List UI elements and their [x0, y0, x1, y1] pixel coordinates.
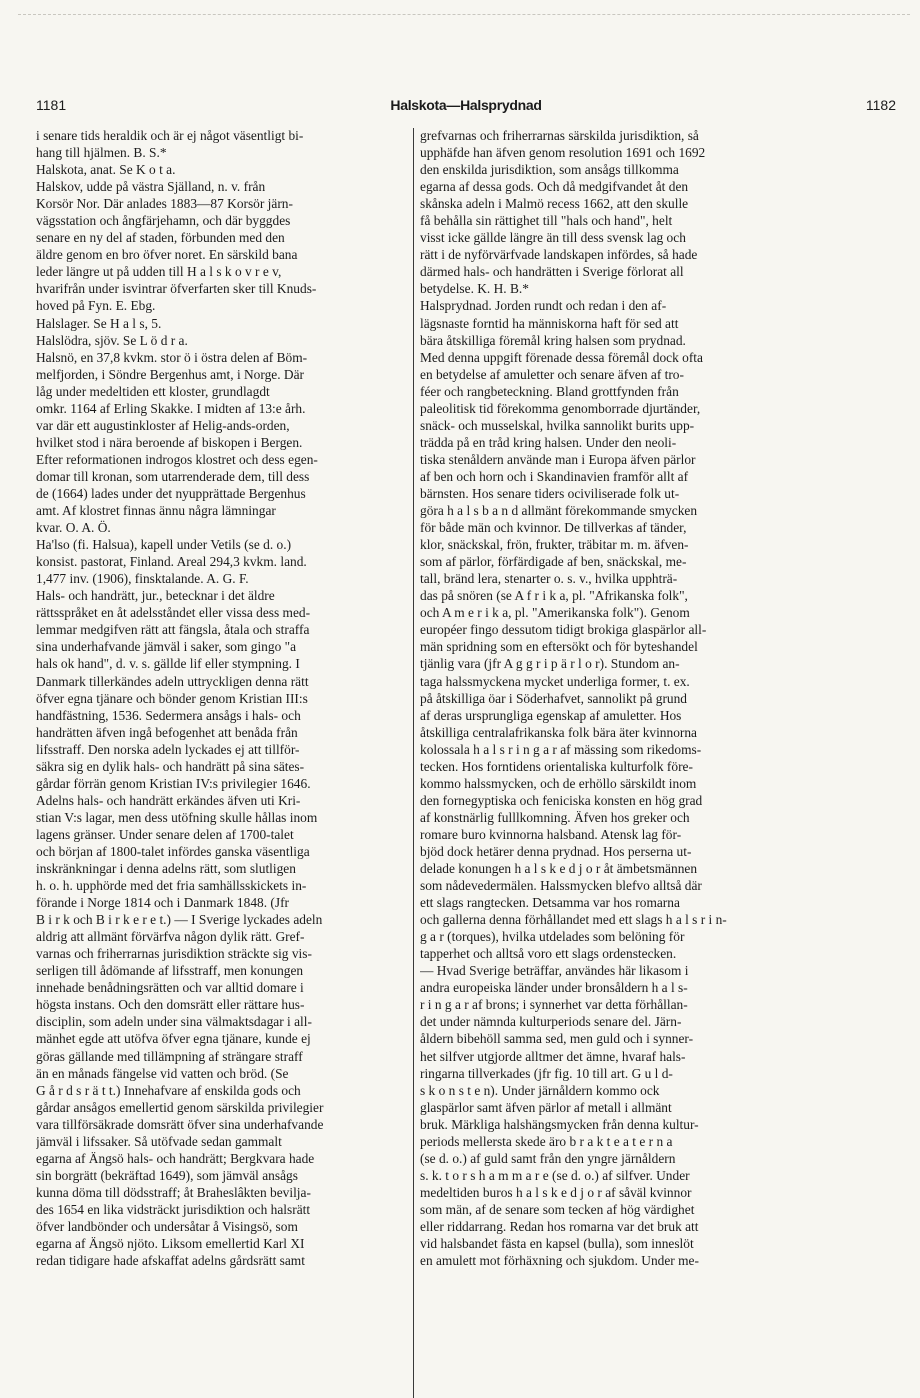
text-line: hang till hjälmen. B. S.*: [36, 145, 167, 161]
text-line: lagens gränser. Under senare delen af 1700-talet: [36, 826, 294, 842]
text-line: som nådevedermälen. Halssmycken blefvo alltså där: [420, 878, 702, 894]
text-line: Halslödra, sjöv. Se L ö d r a.: [36, 332, 188, 348]
text-line: domar till kronan, som utarrenderade dem, till dess: [36, 468, 310, 484]
text-line: handfästning, 1536. Sedermera ansågs i hals- och: [36, 707, 301, 723]
text-line: af deras ursprungliga egenskap af amuletter. Hos: [420, 707, 682, 723]
text-line: Ha'lso (fi. Halsua), kapell under Vetils (se d. o.): [36, 537, 292, 553]
text-line: vara tillförsäkrade domsrätt öfver sina underhafvande: [36, 1116, 324, 1132]
text-line: Efter reformationen indrogos klostret och dess egen-: [36, 451, 318, 467]
text-line: tiska stenåldern använde man i Europa äfven pärlor: [420, 451, 696, 467]
text-line: mänhet egde att utöfva öfver egna tjänare, kunde ej: [36, 1031, 311, 1047]
text-line: kolossala h a l s r i n g a r af mässing som rikedoms-: [420, 741, 702, 757]
left-column: [36, 127, 414, 1269]
text-line: sin borgrätt (bekräftad 1649), som jämväl ansågs: [36, 1167, 298, 1183]
text-line: Halskota, anat. Se K o t a.: [36, 162, 176, 178]
text-line: öfver egna tjänare och bönder genom Kristian III:s: [36, 690, 308, 706]
scan-top-edge: [18, 14, 910, 15]
text-line: göra h a l s b a n d allmänt förekommande smycken: [420, 503, 698, 519]
text-line: G å r d s r ä t t.) Innehafvare af enskilda gods och: [36, 1082, 301, 1098]
text-line: lemmar medgifven rätt att fängsla, åtala och straffa: [36, 622, 310, 638]
text-line: medeltiden buros h a l s k e d j o r af såväl kvinnor: [420, 1184, 692, 1200]
text-line: leder längre ut på udden till H a l s k o v r e v,: [36, 264, 282, 280]
text-line: tall, bränd lera, stenarter o. s. v., hvilka upphträ-: [420, 571, 678, 587]
text-line: s. k. t o r s h a m m a r e (se d. o.) af silfver. Under: [420, 1167, 690, 1183]
text-line: som af pärlor, förfärdigade af ben, snäckskal, me-: [420, 554, 687, 570]
text-line: bära åtskilliga föremål kring halsen som prydnad.: [420, 332, 686, 348]
text-line: snäck- och musselskal, hvilka sannolikt burits upp-: [420, 417, 695, 433]
text-line: taga halssmyckena mycket underliga former, t. ex.: [420, 673, 690, 689]
text-line: Halskov, udde på västra Själland, n. v. från: [36, 179, 266, 195]
text-line: grefvarnas och friherrarnas särskilda jurisdiktion, så: [420, 128, 699, 143]
text-line: das på snören (se A f r i k a, pl. "Afrikanska folk",: [420, 588, 688, 604]
page-number-right: 1182: [865, 97, 896, 113]
text-line: 1,477 inv. (1906), finsktalande. A. G. F.: [36, 571, 249, 587]
text-line: hvilket stod i nära beroende af biskopen i Bergen.: [36, 434, 303, 450]
text-line: de (1664) lades under det nyupprättade Bergenhus: [36, 485, 306, 501]
text-line: och A m e r i k a, pl. "Amerikanska folk"). Genom: [420, 605, 690, 621]
text-line: senare en ny del af staden, förbunden med den: [36, 230, 285, 246]
text-line: af konstnärlig fulllkomning. Äfven hos greker och: [420, 809, 690, 825]
text-line: öfver landbönder och undersåtar å Visingsö, som: [36, 1219, 298, 1234]
text-line: för både män och kvinnor. De tillverkas af tänder,: [420, 520, 687, 536]
text-line: hals ok hand", d. v. s. gällde lif eller stympning. I: [36, 656, 300, 672]
text-line: amt. Af klostret finnas ännu några lämningar: [36, 503, 276, 519]
text-line: egarna af dessa gods. Och då medgifvandet åt den: [420, 179, 689, 195]
text-line: lifsstraff. Den norska adeln lyckades ej att tillför-: [36, 741, 300, 757]
text-line: i senare tids heraldik och är ej något väsentligt bi-: [36, 128, 304, 143]
text-line: få behålla sin rättighet till "hals och hand", helt: [420, 213, 673, 229]
text-line: klor, snäckskal, frön, frukter, träbitar m. m. äfven-: [420, 537, 689, 553]
text-line: ett slags rangtecken. Detsamma var hos romarna: [420, 895, 680, 911]
text-line: högsta instans. Och den domsrätt eller rättare hus-: [36, 997, 305, 1013]
text-line: säkra sig en dylik hals- och handrätt på sina sätes-: [36, 758, 305, 774]
text-line: var där ett augustinkloster af Helig-ands-orden,: [36, 417, 290, 433]
text-line: därmed hals- och handrätten i Sverige förlorat all: [420, 264, 684, 280]
text-line: B i r k och B i r k e r e t.) — I Sverige lyckades adeln: [36, 912, 323, 928]
text-line: den enskilda jurisdiktion, som ansågs tillkomma: [420, 162, 679, 178]
text-line: den fornegyptiska och feniciska konsten en hög grad: [420, 792, 703, 808]
text-line: betydelse. K. H. B.*: [420, 281, 529, 297]
text-line: aldrig att allmänt förvärfva någon dylik rätt. Gref-: [36, 929, 305, 945]
text-line: låg under medeltiden ett kloster, grundlagdt: [36, 383, 270, 399]
text-line: des 1654 en lika vidsträckt jurisdiktion och halsrätt: [36, 1201, 311, 1217]
right-column: [420, 127, 798, 1269]
text-line: varnas och friherrarnas jurisdiktion sträckte sig vis-: [36, 946, 312, 962]
text-line: bjöd dock hetärer denna prydnad. Hos perserna ut-: [420, 843, 692, 859]
text-line: glaspärlor samt äfven pärlor af metall i allmänt: [420, 1099, 672, 1115]
text-line: s k o n s t e n). Under järnåldern kommo ock: [420, 1082, 660, 1098]
text-line: innehade benådningsrätten och var alltid domare i: [36, 980, 304, 996]
text-line: het silfver utgjorde alltmer det ämne, hvaraf hals-: [420, 1048, 686, 1064]
text-line: tecken. Hos forntidens orientaliska kulturfolk före-: [420, 758, 693, 774]
text-line: äldre genom en bro öfver noret. En särskild bana: [36, 247, 298, 263]
text-line: visst icke gällde längre än till dess svensk lag och: [420, 230, 686, 246]
text-line: hvarifrån under isvintrar öfverfarten sker till Knuds-: [36, 281, 317, 297]
text-line: omkr. 1164 af Erling Skakke. I midten af 13:e årh.: [36, 400, 306, 416]
text-line: lägsnaste forntid ha människorna haft för sed att: [420, 315, 679, 331]
text-line: trädda på en tråd kring halsen. Under den neoli-: [420, 434, 677, 450]
text-line: Med denna uppgift förenade dessa föremål dock ofta: [420, 349, 703, 365]
text-line: stian V:s lagar, men dess utöfning skulle hållas inom: [36, 809, 318, 825]
text-line: på åtskilliga öar i Söderhafvet, sannolikt på grund: [420, 690, 688, 706]
text-line: andra europeiska länder under bronsåldern h a l s-: [420, 980, 688, 996]
text-line: (se d. o.) af guld samt från den yngre järnåldern: [420, 1150, 676, 1166]
text-line: handrätten äfven ingå befogenhet att benåda från: [36, 724, 298, 740]
text-line: som män, af de senare som tecken af hög värdighet: [420, 1201, 695, 1217]
text-line: kunna döma till dödsstraff; åt Braheslâkten bevilja-: [36, 1184, 311, 1200]
text-line: bärnsten. Hos senare tiders ociviliserade folk ut-: [420, 485, 680, 501]
text-line: melfjorden, i Söndre Bergenhus amt, i Norge. Där: [36, 366, 305, 382]
running-header: [36, 97, 896, 119]
text-line: än en månads fängelse vid vatten och bröd. (Se: [36, 1065, 289, 1081]
text-line: paleolitisk tid förekomma genomborrade djurtänder,: [420, 400, 701, 416]
text-line: gårdar ansågos emellertid genom särskilda privilegier: [36, 1099, 324, 1115]
text-line: vid halsbandet fästa en kapsel (bulla), som inneslöt: [420, 1236, 694, 1252]
text-line: kommo halssmycken, och de erhöllo särskildt inom: [420, 775, 697, 791]
text-line: åldern bibehöll samma sed, men guld och i synner-: [420, 1031, 694, 1047]
text-line: hoved på Fyn. E. Ebg.: [36, 298, 156, 314]
text-line: r i n g a r af brons; i synnerhet var detta förhållan-: [420, 997, 688, 1013]
text-line: och början af 1800-talet infördes ganska väsentliga: [36, 843, 310, 859]
text-line: periods mellersta skede äro b r a k t e a t e r n a: [420, 1133, 673, 1149]
column-divider: [413, 128, 414, 1398]
text-line: åtskilliga centralafrikanska folk bära äter kvinnorna: [420, 724, 697, 740]
text-line: delade konungen h a l s k e d j o r åt ämbetsmännen: [420, 861, 698, 877]
text-line: en betydelse af amuletter och senare äfven af tro-: [420, 366, 684, 382]
text-line: eller riddarrang. Redan hos romarna var det bruk att: [420, 1219, 699, 1234]
text-line: egarna af Ängsö njöto. Liksom emellertid Karl XI: [36, 1236, 305, 1252]
text-line: Halsprydnad. Jorden rundt och redan i den af-: [420, 298, 667, 314]
text-line: Adelns hals- och handrätt erkändes äfven uti Kri-: [36, 792, 301, 808]
text-line: ringarna tillverkades (jfr fig. 10 till art. G u l d-: [420, 1065, 673, 1081]
text-line: upphäfde han äfven genom resolution 1691 och 1692: [420, 145, 706, 161]
text-line: rättsspråket en åt adelsståndet eller vissa dess med-: [36, 605, 311, 621]
text-line: egarna af Ängsö hals- och handrätt; Bergkvara hade: [36, 1150, 315, 1166]
page-number-left: 1181: [36, 97, 67, 113]
text-line: rätt i de nyförvärfvade landskapen infördes, så hade: [420, 247, 698, 263]
text-line: serligen till ådömande af lifsstraff, men konungen: [36, 963, 304, 979]
text-line: af ben och horn och i Skandinavien framför allt af: [420, 468, 689, 484]
text-line: det under nämnda kulturperiods senare del. Järn-: [420, 1014, 682, 1030]
text-line: féer och rangbeteckning. Bland grottfynden från: [420, 383, 679, 399]
text-line: — Hvad Sverige beträffar, användes här likasom i: [420, 963, 689, 979]
text-line: g a r (torques), hvilka utdelades som belöning för: [420, 929, 685, 945]
text-line: en amulett mot förhäxning och sjukdom. Under me-: [420, 1253, 699, 1269]
text-line: redan tidigare hade afskaffat adelns gårdsrätt samt: [36, 1253, 305, 1269]
text-line: disciplin, som adeln under sina välmaktsdagar i all-: [36, 1014, 312, 1030]
text-line: göras gällande med tillämpning af strängare straff: [36, 1048, 303, 1064]
text-line: Korsör Nor. Där anlades 1883—87 Korsör järn-: [36, 196, 293, 212]
text-line: bruk. Märkliga halshängsmycken från denna kultur-: [420, 1116, 699, 1132]
text-line: män spridning som en eftersökt och för byteshandel: [420, 639, 698, 655]
text-line: vägsstation och ångfärjehamn, och där byggdes: [36, 213, 291, 229]
text-line: gårdar förrän genom Kristian IV:s privilegier 1646.: [36, 775, 311, 791]
text-line: romare buro kvinnorna halsband. Atensk lag för-: [420, 826, 682, 842]
text-line: skånska adeln i Malmö recess 1662, att den skulle: [420, 196, 689, 212]
text-line: h. o. h. upphörde med det fria samhällsskickets in-: [36, 878, 307, 894]
text-line: tapperhet och alltså voro ett slags ordenstecken.: [420, 946, 677, 962]
running-title: Halskota—Halsprydnad: [390, 97, 542, 113]
text-line: konsist. pastorat, Finland. Areal 294,3 kvkm. land.: [36, 554, 307, 570]
text-line: och gallerna denna förhållandet med ett slags h a l s r i n-: [420, 912, 727, 928]
text-line: Hals- och handrätt, jur., betecknar i det äldre: [36, 588, 275, 604]
text-line: jämväl i lifssaker. Så utöfvade sedan gammalt: [36, 1133, 282, 1149]
text-line: Danmark tillerkändes adeln uttryckligen denna rätt: [36, 673, 309, 689]
text-line: förande i Norge 1814 och i Danmark 1848. (Jfr: [36, 895, 289, 911]
text-line: Halslager. Se H a l s, 5.: [36, 315, 162, 331]
text-line: kvar. O. A. Ö.: [36, 520, 111, 536]
text-line: tjänlig vara (jfr A g g r i p ä r l o r). Stundom an-: [420, 656, 680, 672]
text-line: européer fingo dessutom tidigt brokiga glaspärlor all-: [420, 622, 707, 638]
text-line: Halsnö, en 37,8 kvkm. stor ö i östra delen af Böm-: [36, 349, 308, 365]
text-line: inskränkningar i denna adelns rätt, som slutligen: [36, 861, 296, 877]
text-line: sina underhafvande jämväl i saker, som gingo "a: [36, 639, 297, 655]
